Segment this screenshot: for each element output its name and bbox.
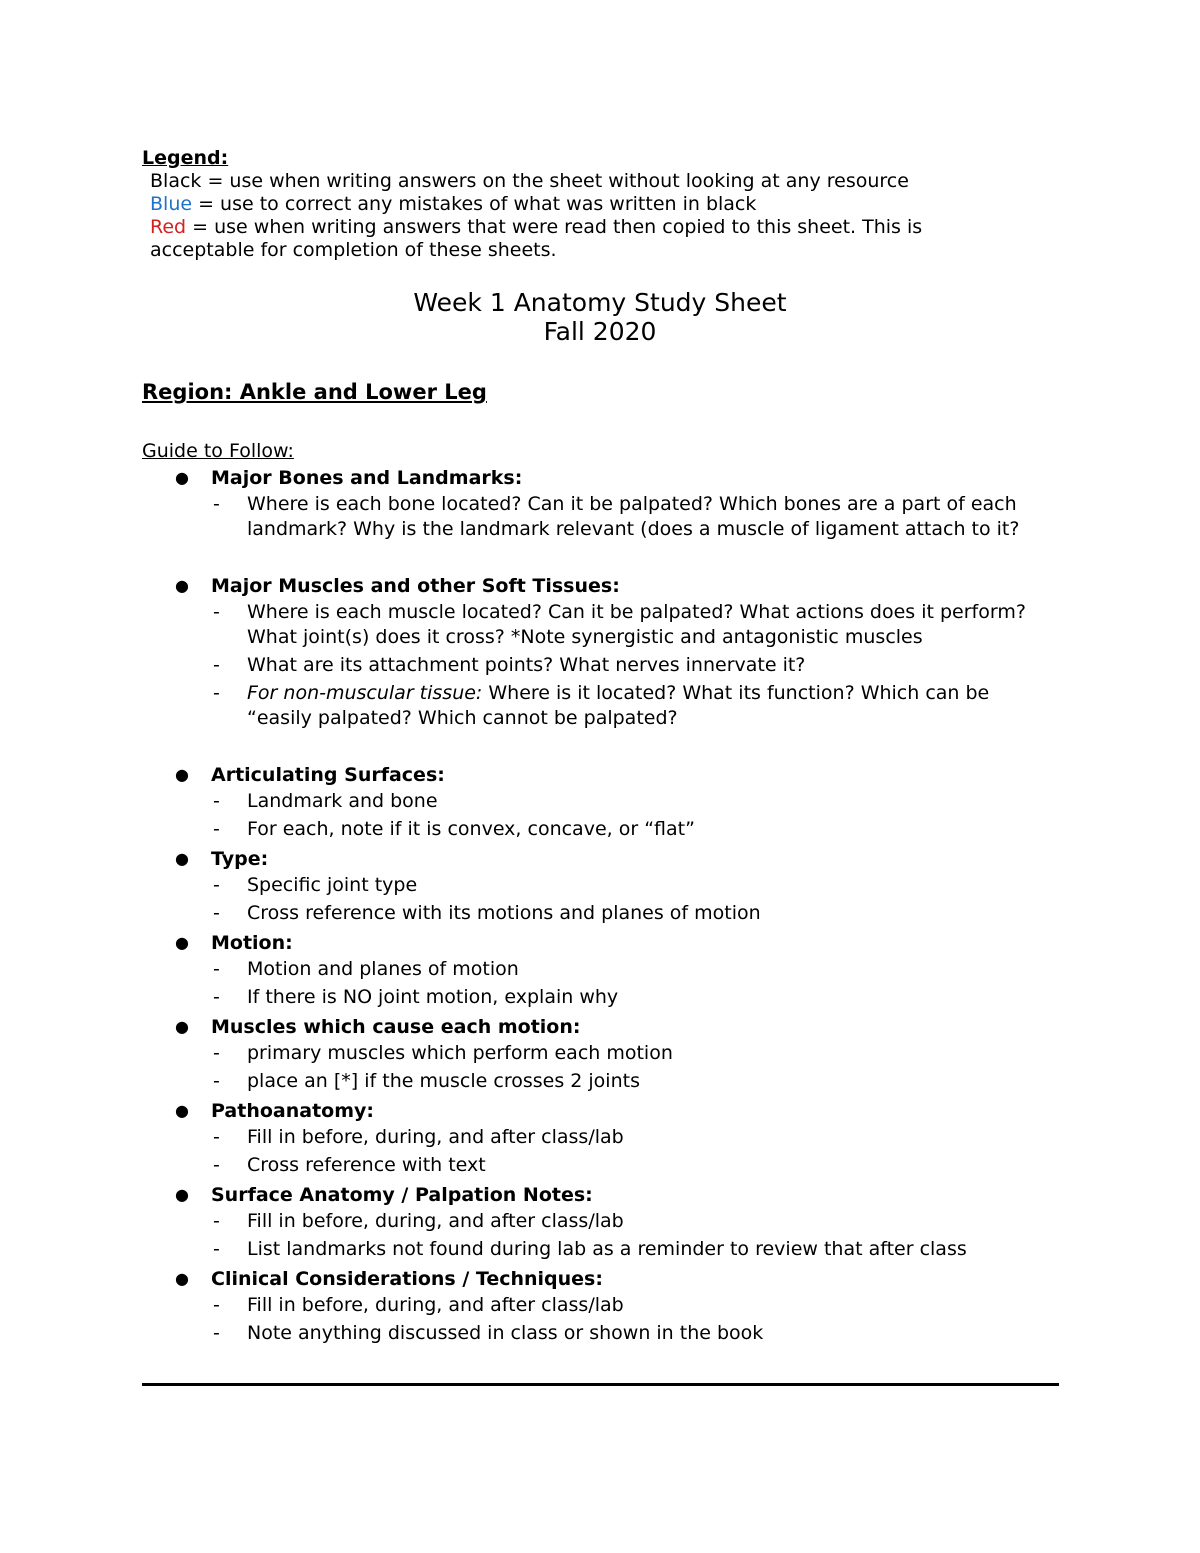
list-item [142, 845, 1058, 926]
dash-icon: - [213, 1294, 220, 1316]
legend-blue-line [142, 193, 1058, 216]
document-title [142, 288, 1058, 346]
sub-item [142, 957, 1058, 982]
dash-icon: - [213, 682, 220, 704]
sub-item [142, 1153, 1058, 1178]
section-label: Muscles which cause each motion: [211, 1016, 581, 1038]
sub-item-text: place an [*] if the muscle crosses 2 joints [247, 1070, 640, 1092]
section-label: Type: [211, 848, 269, 870]
list-item [142, 464, 1058, 542]
bullet-icon: ● [175, 1269, 189, 1288]
sub-item [142, 492, 1058, 542]
list-item [142, 1181, 1058, 1262]
sub-item-text: What are its attachment points? What nerves innervate it? [247, 654, 806, 676]
section-label: Clinical Considerations / Techniques: [211, 1268, 603, 1290]
bullet-icon: ● [175, 1185, 189, 1204]
list-item [142, 1013, 1058, 1094]
dash-icon: - [213, 958, 220, 980]
list-item [142, 761, 1058, 842]
horizontal-rule [142, 1383, 1059, 1386]
dash-icon: - [213, 1210, 220, 1232]
dash-icon: - [213, 790, 220, 812]
sub-item [142, 789, 1058, 814]
sub-item [142, 1237, 1058, 1262]
section-label: Motion: [211, 932, 293, 954]
sub-item [142, 1069, 1058, 1094]
sub-item [142, 985, 1058, 1010]
guide-list [142, 464, 1058, 1346]
sub-item [142, 1321, 1058, 1346]
sub-item [142, 681, 1058, 731]
dash-icon: - [213, 1238, 220, 1260]
guide-heading: Guide to Follow: [142, 440, 294, 462]
sub-item-text: If there is NO joint motion, explain why [247, 986, 619, 1008]
sub-item-text: Fill in before, during, and after class/lab [247, 1294, 624, 1316]
sub-item-text: List landmarks not found during lab as a reminder to review that after class [247, 1238, 967, 1260]
section-label: Major Bones and Landmarks: [211, 467, 523, 489]
sub-item [142, 1293, 1058, 1318]
sub-item-text: Cross reference with its motions and planes of motion [247, 902, 761, 924]
section-label: Surface Anatomy / Palpation Notes: [211, 1184, 593, 1206]
region-heading: Region: Ankle and Lower Leg [142, 380, 487, 404]
section-label: Major Muscles and other Soft Tissues: [211, 575, 620, 597]
sub-item [142, 600, 1058, 650]
sub-item-text: Cross reference with text [247, 1154, 486, 1176]
sub-item-text: Landmark and bone [247, 790, 438, 812]
dash-icon: - [213, 986, 220, 1008]
legend-red-label: Red [150, 216, 187, 238]
sub-item [142, 653, 1058, 678]
sub-item-text: Specific joint type [247, 874, 418, 896]
sub-item-text: primary muscles which perform each motion [247, 1042, 673, 1064]
sub-item-text: Where is it located? What its function? Which can be “easily palpated? Which cannot be palpated? [247, 682, 990, 729]
legend-red-line [142, 216, 950, 262]
sub-item-text: Note anything discussed in class or shown in the book [247, 1322, 764, 1344]
document-page [142, 146, 1058, 1349]
dash-icon: - [213, 1126, 220, 1148]
sub-item-text: Motion and planes of motion [247, 958, 519, 980]
dash-icon: - [213, 818, 220, 840]
title-line-1: Week 1 Anatomy Study Sheet [413, 288, 787, 317]
sub-item [142, 1209, 1058, 1234]
legend-title: Legend: [142, 147, 229, 169]
dash-icon: - [213, 493, 220, 515]
sub-item [142, 901, 1058, 926]
legend-blue-label: Blue [150, 193, 193, 215]
bullet-icon: ● [175, 933, 189, 952]
sub-item-text: For each, note if it is convex, concave, or “flat” [247, 818, 695, 840]
bullet-icon: ● [175, 849, 189, 868]
section-label: Articulating Surfaces: [211, 764, 445, 786]
sub-item [142, 1041, 1058, 1066]
dash-icon: - [213, 902, 220, 924]
sub-item-text: Fill in before, during, and after class/lab [247, 1126, 624, 1148]
section-label: Pathoanatomy: [211, 1100, 374, 1122]
sub-item-text: Fill in before, during, and after class/lab [247, 1210, 624, 1232]
sub-item-text: Where is each muscle located? Can it be palpated? What actions does it perform? What joint(s) does it cross? *Note synergistic and antagonistic muscles [247, 601, 1026, 648]
dash-icon: - [213, 1322, 220, 1344]
dash-icon: - [213, 874, 220, 896]
dash-icon: - [213, 1070, 220, 1092]
legend-blue-text: = use to correct any mistakes of what was written in black [192, 193, 757, 215]
sub-item [142, 1125, 1058, 1150]
sub-item-italic-prefix: For non-muscular tissue: [247, 682, 483, 704]
sub-item [142, 817, 1058, 842]
dash-icon: - [213, 1042, 220, 1064]
bullet-icon: ● [175, 1101, 189, 1120]
sub-item [142, 873, 1058, 898]
list-item [142, 572, 1058, 731]
bullet-icon: ● [175, 468, 189, 487]
list-item [142, 1265, 1058, 1346]
dash-icon: - [213, 601, 220, 623]
bullet-icon: ● [175, 576, 189, 595]
legend-black-line [142, 170, 1058, 193]
dash-icon: - [213, 654, 220, 676]
dash-icon: - [213, 1154, 220, 1176]
legend-red-text: = use when writing answers that were read then copied to this sheet. This is acceptable for completion of these sheets. [150, 216, 923, 261]
list-item [142, 929, 1058, 1010]
legend-black-text: = use when writing answers on the sheet without looking at any resource [201, 170, 909, 192]
list-item [142, 1097, 1058, 1178]
sub-item-text: Where is each bone located? Can it be palpated? Which bones are a part of each landmark? Why is the landmark relevant (does a muscle of ligament attach to it? [247, 493, 1020, 540]
bullet-icon: ● [175, 765, 189, 784]
title-line-2: Fall 2020 [543, 317, 657, 346]
legend-black-label: Black [150, 170, 202, 192]
bullet-icon: ● [175, 1017, 189, 1036]
